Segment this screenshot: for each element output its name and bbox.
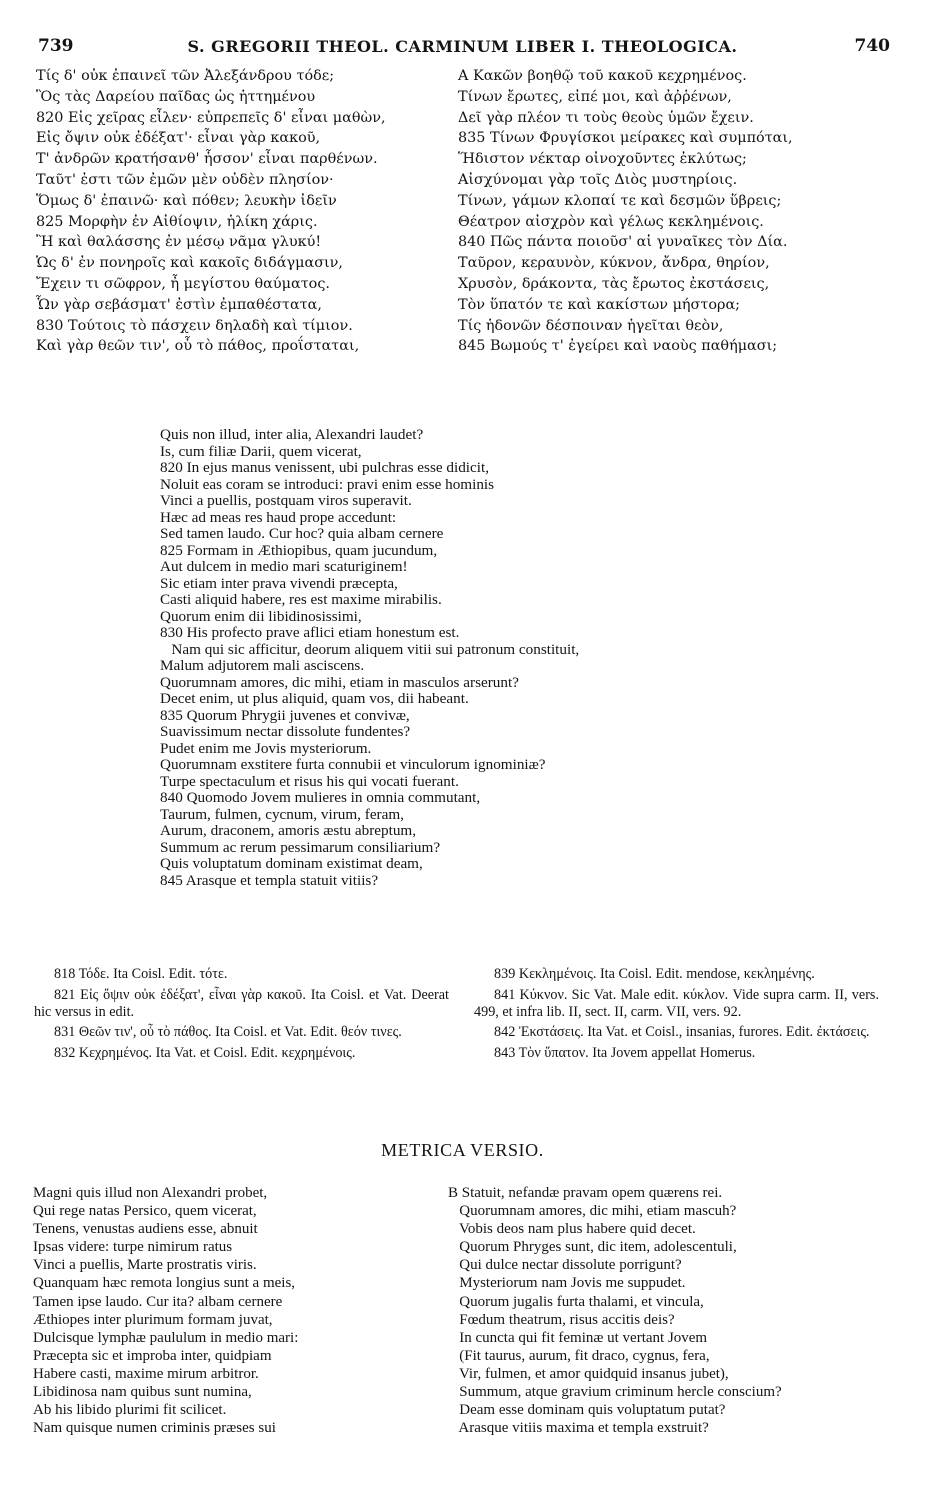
latin-verse-line: Casti aliquid habere, res est maxime mirabilis. (160, 591, 442, 608)
latin-verse-line: Hæc ad meas res haud prope accedunt: (160, 508, 397, 526)
footnote: 831 Θεῶν τιν', οὗ τὸ πάθος. Ita Coisl. et Vat. Edit. θεόν τινες. (54, 1024, 402, 1041)
metrica-verse-line: Magni quis illud non Alexandri probet, (33, 1185, 268, 1201)
latin-verse-line: 820 In ejus manus venissent, ubi pulchras esse didicit, (160, 459, 490, 476)
metrica-verse-line: Fœdum theatrum, risus accitis deis? (448, 1311, 675, 1328)
greek-verse-line: Ἢ καὶ θαλάσσης ἐν μέσῳ νᾶμα γλυκύ! (36, 234, 322, 251)
greek-verse-line: Χρυσὸν, δράκοντα, τὰς ἔρωτος ἐκστάσεις, (458, 275, 770, 292)
greek-verse-line: Τίνων, γάμων κλοπαί τε καὶ δεσμῶν ὕβρεις; (458, 192, 782, 209)
metrica-column-left (33, 1184, 443, 1437)
greek-verse-line: Τίς δ' οὐκ ἐπαινεῖ τῶν Ἀλεξάνδρου τόδε; (36, 68, 335, 84)
metrica-verse-line: Qui rege natas Persico, quem vicerat, (33, 1203, 257, 1220)
latin-verse-line: Sed tamen laudo. Cur hoc? quia albam cernere (160, 525, 444, 542)
greek-verse-line: A Κακῶν βοηθῷ τοῦ κακοῦ κεχρημένος. (458, 68, 747, 84)
greek-verse-line: Εἰς ὄψιν οὐκ ἐδέξατ'· εἶναι γὰρ κακοῦ, (36, 130, 321, 147)
latin-verse-line: Suavissimum nectar dissolute fundentes? (160, 723, 411, 740)
page-number-left: 739 (38, 36, 74, 56)
latin-verse-line: Quis voluptatum dominam existimat deam, (160, 855, 423, 872)
latin-verse-line: Pudet enim me Jovis mysteriorum. (160, 739, 372, 757)
metrica-verse-line: Quorumnam amores, dic mihi, etiam mascuh? (448, 1203, 737, 1220)
metrica-verse-line: Vinci a puellis, Marte prostratis viris. (33, 1257, 257, 1274)
footnote: 839 Κεκλημένοις. Ita Coisl. Edit. mendose, κεκλημένης. (494, 966, 815, 982)
footnote: 841 Κύκνον. Sic Vat. Male edit. κύκλον. Vide supra carm. II, vers. 499, et infra lib. II, sect. II, carm. VII, vers. 92. (474, 986, 879, 1020)
latin-verse-line: 840 Quomodo Jovem mulieres in omnia commutant, (160, 789, 481, 806)
greek-verse-line: Θέατρον αἰσχρὸν καὶ γέλως κεκλημένοις. (458, 213, 764, 230)
greek-verse-line: Δεῖ γὰρ πλέον τι τοὺς θεοὺς ὑμῶν ἔχειν. (458, 109, 754, 126)
greek-verse-line: Τίς ἡδονῶν δέσποιναν ἡγεῖται θεὸν, (458, 317, 724, 334)
running-title: S. GREGORII THEOL. CARMINUM LIBER I. THEOLOGICA. (187, 37, 738, 56)
metrica-verse-line: Qui dulce nectar dissolute porrigunt? (448, 1257, 682, 1274)
footnote: 821 Εἰς ὄψιν οὐκ ἐδέξατ', εἶναι γὰρ κακοῦ. Ita Coisl. et Vat. Deerat hic versus in edit. (34, 986, 449, 1020)
latin-verse-line: 830 His profecto prave aflici etiam honestum est. (160, 624, 460, 641)
greek-verse-line: 830 Τούτοις τὸ πάσχειν δηλαδὴ καὶ τίμιον. (36, 317, 353, 334)
metrica-verse-line: Summum, atque gravium criminum hercle conscium? (448, 1384, 782, 1401)
greek-verse-line: Τὸν ὕπατόν τε καὶ κακίστων μήστορα; (458, 296, 741, 313)
greek-verse-line: Αἰσχύνομαι γὰρ τοῖς Διὸς μυστηρίοις. (458, 171, 738, 188)
footnotes-right (474, 966, 879, 1066)
latin-verse-line: Quis non illud, inter alia, Alexandri laudet? (160, 426, 424, 443)
latin-verse-line: Is, cum filiæ Darii, quem vicerat, (160, 442, 362, 460)
latin-verse-line: Taurum, fulmen, cycnum, virum, feram, (160, 805, 404, 823)
latin-verse-line: 825 Formam in Æthiopibus, quam jucundum, (160, 541, 438, 559)
metrica-verse-line: Tenens, venustas audiens esse, abnuit (33, 1221, 258, 1238)
latin-verse-line: Sic etiam inter prava vivendi præcepta, (160, 574, 398, 592)
greek-verse-line: Ὅμως δ' ἐπαινῶ· καὶ πόθεν; λευκὴν ἰδεῖν (36, 192, 337, 209)
greek-verse-line: Ὧν γὰρ σεβάσματ' ἐστὶν ἐμπαθέστατα, (36, 296, 322, 313)
latin-verse-line: 835 Quorum Phrygii juvenes et convivæ, (160, 706, 410, 724)
greek-column-right (458, 66, 898, 357)
metrica-verse-line: Æthiopes inter plurimum formam juvat, (33, 1311, 273, 1328)
greek-verse-line: 835 Τίνων Φρυγίσκοι μείρακες καὶ συμπόται, (458, 130, 793, 147)
greek-verse-line: Ὃς τὰς Δαρείου παῖδας ὡς ἡττημένου (36, 88, 316, 105)
metrica-verse-line: Habere casti, maxime mirum arbitror. (33, 1365, 259, 1382)
greek-verse-line: Καὶ γὰρ θεῶν τιν', οὗ τὸ πάθος, προΐσταται, (36, 338, 360, 355)
latin-verse-line: Aurum, draconem, amoris æstu abreptum, (160, 822, 417, 839)
metrica-verse-line: In cuncta qui fit feminæ ut vertant Jovem (448, 1329, 708, 1346)
metrica-verse-line: Vir, fulmen, et amor quidquid insanus jubet), (448, 1365, 729, 1382)
greek-verse-line: 825 Μορφὴν ἐν Αἰθίοψιν, ἡλίκη χάρις. (36, 213, 318, 230)
metrica-verse-line: Arasque vitiis maxima et templa exstruit? (448, 1420, 709, 1437)
metrica-verse-line: Ab his libido plurimi fit scilicet. (33, 1402, 227, 1419)
metrica-verse-line: B Statuit, nefandæ pravam opem quærens rei. (448, 1185, 723, 1201)
latin-verse-line: Decet enim, ut plus aliquid, quam vos, dii habeant. (160, 690, 469, 707)
greek-verse-line: Ὡς δ' ἐν πονηροῖς καὶ κακοῖς διδάγμασιν, (36, 255, 344, 272)
latin-verse-line: 845 Arasque et templa statuit vitiis? (160, 871, 379, 889)
greek-verse-line: Ἔχειν τι σῶφρον, ἦ μεγίστου θαύματος. (36, 275, 330, 292)
footnotes-left (34, 966, 449, 1066)
footnote: 832 Κεχρημένος. Ita Vat. et Coisl. Edit. κεχρημένοις. (54, 1045, 356, 1062)
metrica-verse-line: Mysteriorum nam Jovis me suppudet. (448, 1275, 686, 1292)
page-header (0, 36, 925, 60)
greek-verse-line: 820 Εἰς χεῖρας εἶλεν· εὐπρεπεῖς δ' εἶναι μαθὼν, (36, 109, 386, 126)
latin-verse-line: Quorumnam exstitere furta connubii et vinculorum ignominiæ? (160, 756, 546, 773)
greek-verse-line: Ταῦρον, κεραυνὸν, κύκνον, ἄνδρα, θηρίον, (458, 255, 770, 272)
page-number-right: 740 (854, 36, 890, 56)
latin-verse-line: Nam qui sic afficitur, deorum aliquem vitii sui patronum constituit, (160, 640, 580, 658)
metrica-verse-line: Præcepta sic et improba inter, quidpiam (33, 1347, 272, 1364)
greek-verse-line: Τ' ἀνδρῶν κρατήσανθ' ἧσσον' εἶναι παρθένων. (36, 151, 378, 168)
latin-verse-line: Vinci a puellis, postquam viros superavit. (160, 492, 412, 509)
metrica-column-right (448, 1184, 898, 1437)
section-title: METRICA VERSIO. (381, 1140, 544, 1160)
metrica-verse-line: Tamen ipse laudo. Cur ita? albam cernere (33, 1293, 283, 1310)
latin-verse-line: Summum ac rerum pessimarum consiliarium? (160, 838, 441, 856)
greek-verse-line: 845 Βωμούς τ' ἐγείρει καὶ ναοὺς παθήμασι; (458, 338, 778, 355)
latin-translation (160, 427, 720, 889)
greek-verse-line: Τίνων ἔρωτες, εἰπέ μοι, καὶ ἀῤῥένων, (458, 88, 732, 105)
latin-verse-line: Quorum enim dii libidinosissimi, (160, 607, 362, 625)
greek-verse-line: 840 Πῶς πάντα ποιοῦσ' αἱ γυναῖκες τὸν Δία. (458, 234, 788, 251)
metrica-verse-line: Vobis deos nam plus habere quid decet. (448, 1221, 696, 1238)
latin-verse-line: Aut dulcem in medio mari scaturiginem! (160, 558, 408, 575)
metrica-verse-line: Libidinosa nam quibus sunt numina, (33, 1384, 252, 1401)
metrica-verse-line: Dulcisque lymphæ paululum in medio mari: (33, 1329, 299, 1346)
latin-verse-line: Turpe spectaculum et risus his qui vocati fuerant. (160, 772, 459, 790)
footnote: 843 Τὸν ὕπατον. Ita Jovem appellat Homerus. (494, 1045, 756, 1062)
footnote: 842 Ἐκστάσεις. Ita Vat. et Coisl., insanias, furores. Edit. ἐκτάσεις. (494, 1024, 870, 1041)
metrica-verse-line: Nam quisque numen criminis præses sui (33, 1420, 276, 1437)
metrica-verse-line: Ipsas videre: turpe nimirum ratus (33, 1239, 233, 1256)
metrica-verse-line: Deam esse dominam quis voluptatum putat? (448, 1402, 726, 1419)
metrica-verse-line: Quanquam hæc remota longius sunt a meis, (33, 1275, 296, 1292)
greek-verse-line: Ἥδιστον νέκταρ οἰνοχοῦντες ἐκλύτως; (458, 151, 747, 168)
latin-verse-line: Noluit eas coram se introduci: pravi enim esse hominis (160, 475, 495, 493)
metrica-verse-line: (Fit taurus, aurum, fit draco, cygnus, fera, (448, 1347, 710, 1364)
footnote: 818 Τόδε. Ita Coisl. Edit. τότε. (54, 966, 228, 982)
metrica-verse-line: Quorum jugalis furta thalami, et vincula, (448, 1293, 704, 1310)
greek-verse-line: Ταῦτ' ἐστι τῶν ἐμῶν μὲν οὐδὲν πλησίον· (36, 171, 334, 188)
metrica-verse-line: Quorum Phryges sunt, dic item, adolescentuli, (448, 1239, 737, 1256)
latin-verse-line: Quorumnam amores, dic mihi, etiam in masculos arserunt? (160, 673, 519, 691)
greek-column-left (36, 66, 456, 357)
latin-verse-line: Malum adjutorem mali asciscens. (160, 657, 365, 674)
